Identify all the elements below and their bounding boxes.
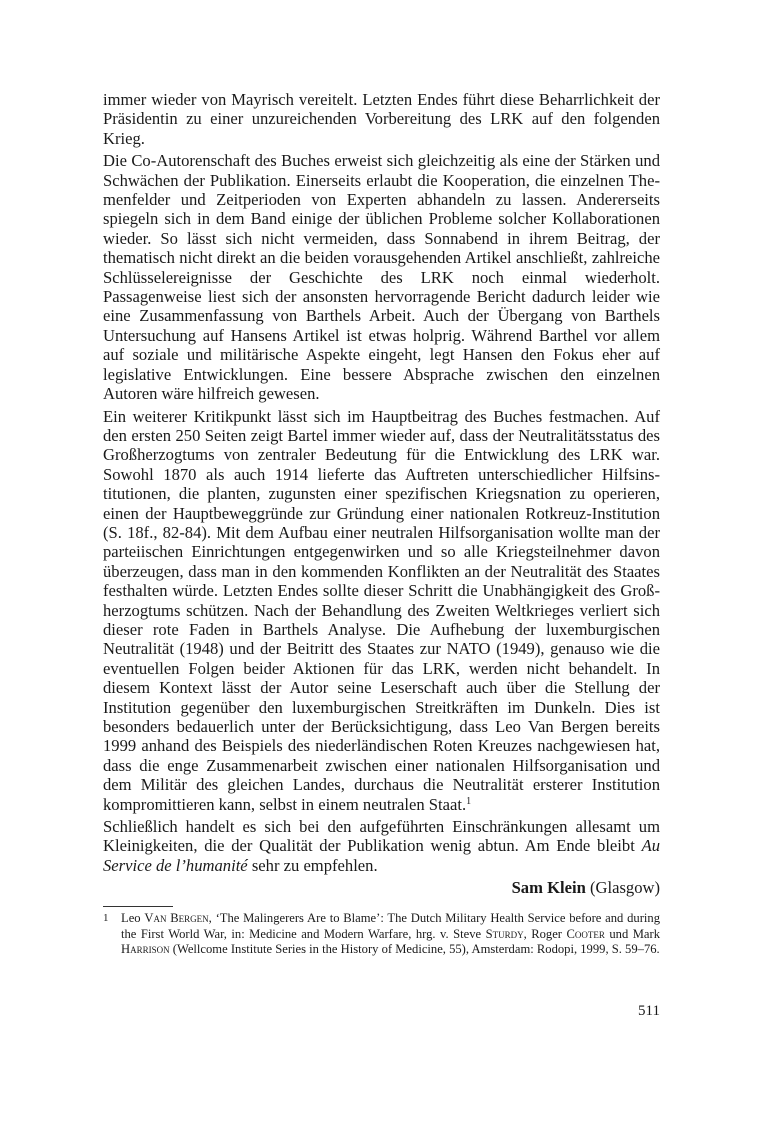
footnote-text-4: und Mark [604,926,660,941]
footnote-text-2: , ‘The Malingerers Are to Blame’: The Dutch Military Health Service before and during the First World War, in: Medicine and Modern Warfare, hrg. v. Steve [121,911,660,941]
author-name: Sam Klein [511,878,586,898]
paragraph-1: immer wieder von Mayrisch vereitelt. Letzten Endes führt diese Beharrlichkeit der Präsidentin zu einer unzureichenden Vorbereitung des LRK auf den folgenden Krieg. [103,90,660,148]
paragraph-4 [103,817,660,875]
footnote-text-3: , Roger [523,926,567,941]
book-title: Au Service de l’humanité [103,836,660,875]
footnote-reference[interactable]: 1 [466,795,472,807]
footnote-author-2: Sturdy [485,926,524,941]
paragraph-4-start: Schließlich handelt es sich bei den aufgeführten Einschränkungen allesamt um Kleinigkeiten, die der Qualität der Publikation wenig abtun. Am Ende bleibt [103,817,660,856]
footnote-number: 1 [103,912,109,924]
paragraph-4-end: sehr zu empfehlen. [247,855,378,875]
footnote-divider [103,906,173,907]
paragraph-3-text: Ein weiterer Kritikpunkt lässt sich im Hauptbeitrag des Buches festmachen. Auf den ersten 250 Seiten zeigt Bartel immer wieder auf, dass der Neutralitätsstatus des Großherzogtums von zentraler Bedeutung für die Entwicklung des LRK war. Sowohl 1870 als auch 1914 lieferte das Auftreten unterschiedlicher Hilfsinstitutionen, die planten, zugunsten einer spezifischen Kriegsnation zu operieren, einen der Hauptbeweggründe zur Gründung einer nationalen Rotkreuz-Institution (S. 18f., 82-84). Mit dem Aufbau einer neutralen Hilfsorganisation wollte man der parteiischen Einrichtungen entgegenwirken und so alle Kriegsteilnehmer davon überzeugen, dass man in den kommenden Konflikten an der Neutralität des Staates festhalten würde. Letzten Endes sollte dieser Schritt die Unabhängigkeit des Großherzogtums schützen. Nach der Behandlung des Zweiten Weltkrieges verliert sich dieser rote Faden in Barthels Analyse. Die Aufhebung der luxemburgischen Neutralität (1948) und der Beitritt des Staates zur NATO (1949), genauso wie die eventuellen Folgen beider Aktionen für das LRK, werden nicht behandelt. In diesem Kontext lässt der Autor seine Leserschaft auch über die Stellung der Institution gegenüber den luxemburgischen Streitkräften im Dunkeln. Dies ist besonders bedauerlich unter der Berücksichtigung, dass Leo Van Bergen bereits 1999 anhand des Beispiels des niederländischen Roten Kreuzes nachgewiesen hat, dass die enge Zusammenarbeit zwischen einer nationalen Hilfsorganisation und dem Militär des gleichen Landes, durchaus die Neutralität ersterer Institution kompromittieren kann, selbst in einem neutralen Staat. [103,406,660,814]
footnote-text-1: Leo [121,911,145,925]
footnote-text [121,911,660,958]
author-affiliation: (Glasgow) [589,878,660,898]
footnote-author-1: Van Bergen [144,911,209,925]
footnote-author-4: Harrison [121,942,170,957]
paragraph-3 [103,407,660,815]
page-number: 511 [638,1003,660,1019]
footnote-text-5: (Wellcome Institute Series in the History of Medicine, 55), Amsterdam: Rodopi, 1999, S. 59–76. [169,942,660,957]
footnote [103,911,660,958]
signature [103,878,660,897]
footnote-author-3: Cooter [566,926,605,941]
paragraph-2: Die Co-Autorenschaft des Buches erweist sich gleichzeitig als eine der Stärken und Schwächen der Publikation. Einerseits erlaubt die Kooperation, die einzelnen Themenfelder und Zeitperioden von Experten abhandeln zu lassen. Andererseits spiegeln sich in dem Band einige der üblichen Probleme solcher Kollaborationen wieder. So lässt sich nicht vermeiden, dass Sonnabend in ihrem Beitrag, der thematisch nicht direkt an die beiden vorausgehenden Artikel anschließt, zahlreiche Schlüsselereignisse der Geschichte des LRK noch einmal wiederholt. Passagenweise liest sich der ansonsten hervorragende Bericht dadurch leider wie eine Zusammenfassung von Barthels Arbeit. Auch der Übergang von Barthels Untersuchung auf Hansens Artikel ist etwas holprig. Während Barthel vor allem auf soziale und militärische Aspekte eingeht, legt Hansen den Fokus eher auf legislative Entwicklungen. Eine bessere Absprache zwischen den einzelnen Autoren wäre hilfreich gewesen. [103,151,660,404]
main-text [103,90,660,901]
